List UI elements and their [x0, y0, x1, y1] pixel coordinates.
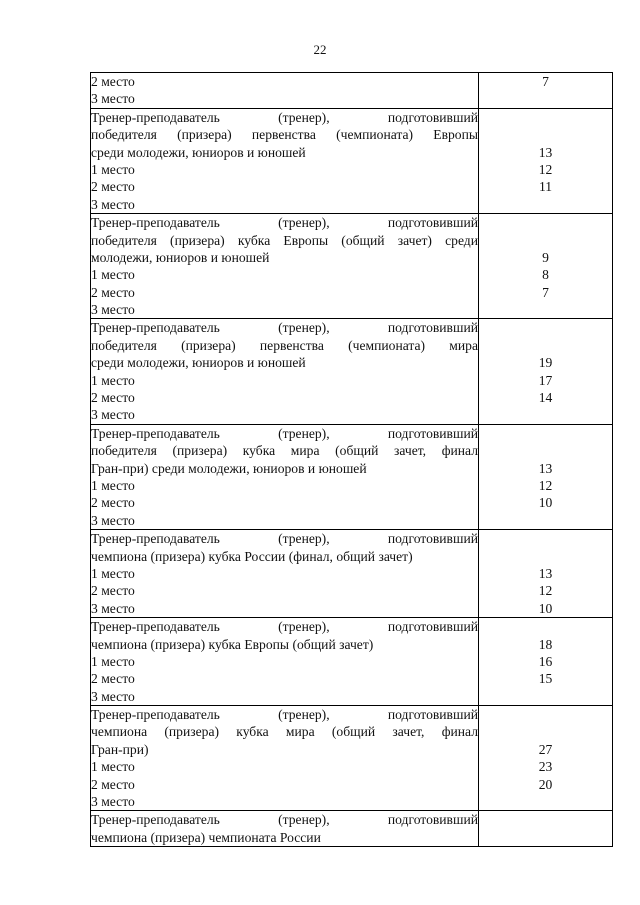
row-value-cell: [479, 319, 613, 424]
row-title-line: Тренер-преподаватель (тренер), подготовивший: [91, 531, 478, 547]
row-value-cell: [479, 618, 613, 706]
row-title-line: чемпиона (призера) кубка Европы (общий зачет): [91, 636, 374, 652]
row-description-cell: [91, 618, 479, 706]
coefficient-value: 8: [542, 267, 549, 283]
row-title-line: чемпиона (призера) чемпионата России: [91, 829, 321, 845]
row-value-cell: [479, 530, 613, 618]
place-label: 2 место: [91, 671, 135, 687]
place-label: 1 место: [91, 653, 135, 669]
row-value-cell: [479, 73, 613, 109]
place-label: 1 место: [91, 161, 135, 177]
coefficient-value: 13: [538, 144, 553, 160]
row-value-cell: [479, 108, 613, 213]
row-description-cell: [91, 706, 479, 811]
row-title-line: Тренер-преподаватель (тренер), подготовивший: [91, 707, 478, 723]
place-label: 2 место: [91, 776, 135, 792]
table-row: [91, 424, 613, 529]
place-label: 3 место: [91, 512, 135, 528]
row-title-line: среди молодежи, юниоров и юношей: [91, 355, 306, 371]
row-title-line: Тренер-преподаватель (тренер), подготовивший: [91, 109, 478, 125]
row-description-cell: [91, 530, 479, 618]
coefficient-value: 11: [538, 179, 553, 195]
place-label: 3 место: [91, 196, 135, 212]
table-body: [91, 73, 613, 847]
coefficient-value: 13: [538, 460, 553, 476]
row-title-line: Тренер-преподаватель (тренер), подготовивший: [91, 320, 478, 336]
row-description-cell: [91, 811, 479, 847]
place-label: 2 место: [91, 74, 135, 89]
table-row: [91, 618, 613, 706]
row-title-line: победителя (призера) первенства (чемпионата) мира: [91, 337, 478, 353]
place-label: 3 место: [91, 688, 135, 704]
place-label: 1 место: [91, 267, 135, 283]
coefficient-value: 10: [538, 495, 553, 511]
coefficient-value: 10: [538, 600, 553, 616]
place-label: 1 место: [91, 759, 135, 775]
coefficient-value: 7: [542, 74, 549, 89]
table-row: [91, 530, 613, 618]
place-label: 3 место: [91, 407, 135, 423]
place-label: 3 место: [91, 794, 135, 810]
coefficient-value: 15: [538, 671, 553, 687]
row-title-line: чемпиона (призера) кубка России (финал, общий зачет): [91, 548, 413, 564]
table-row: [91, 108, 613, 213]
row-title-line: молодежи, юниоров и юношей: [91, 249, 270, 265]
table-row: [91, 214, 613, 319]
row-value-cell: [479, 706, 613, 811]
row-title-line: победителя (призера) первенства (чемпионата) Европы: [91, 127, 478, 143]
row-title-line: Гран-при) среди молодежи, юниоров и юношей: [91, 460, 367, 476]
page-number: 22: [313, 42, 327, 57]
table-row: [91, 811, 613, 847]
row-value-cell: [479, 811, 613, 847]
coefficient-value: 7: [542, 284, 549, 300]
place-label: 2 место: [91, 495, 135, 511]
place-label: 2 место: [91, 179, 135, 195]
row-description-cell: [91, 319, 479, 424]
coefficient-value: 9: [542, 249, 549, 265]
table-row: [91, 73, 613, 109]
row-title-line: Тренер-преподаватель (тренер), подготовивший: [91, 425, 478, 441]
row-title-line: среди молодежи, юниоров и юношей: [91, 144, 306, 160]
row-description-cell: [91, 214, 479, 319]
coefficient-value: 14: [538, 390, 553, 406]
row-description-cell: [91, 424, 479, 529]
coefficient-value: 17: [538, 372, 553, 388]
coefficient-value: 12: [538, 161, 553, 177]
coefficient-value: 13: [538, 565, 553, 581]
coefficient-value: 20: [538, 776, 553, 792]
place-label: 3 место: [91, 302, 135, 318]
coefficient-value: 12: [538, 477, 553, 493]
table-row: [91, 706, 613, 811]
place-label: 2 место: [91, 390, 135, 406]
row-title-line: победителя (призера) кубка Европы (общий зачет) среди: [91, 232, 478, 248]
row-description-cell: [91, 108, 479, 213]
place-label: 1 место: [91, 477, 135, 493]
row-title-line: чемпиона (призера) кубка мира (общий зачет, финал: [91, 724, 478, 740]
place-label: 3 место: [91, 91, 135, 107]
place-label: 1 место: [91, 372, 135, 388]
coefficient-value: 23: [538, 759, 553, 775]
row-value-cell: [479, 424, 613, 529]
coefficient-value: 12: [538, 583, 553, 599]
coefficient-value: 16: [538, 653, 553, 669]
row-title-line: Тренер-преподаватель (тренер), подготовивший: [91, 812, 478, 828]
table-row: [91, 319, 613, 424]
place-label: 3 место: [91, 600, 135, 616]
row-title-line: Тренер-преподаватель (тренер), подготовивший: [91, 619, 478, 635]
place-label: 1 место: [91, 565, 135, 581]
coefficient-value: 27: [538, 741, 553, 757]
row-title-line: победителя (призера) кубка мира (общий зачет, финал: [91, 443, 478, 459]
place-label: 2 место: [91, 284, 135, 300]
coefficients-table: [90, 72, 613, 847]
coefficient-value: 18: [538, 636, 553, 652]
row-value-cell: [479, 214, 613, 319]
row-title-line: Гран-при): [91, 741, 149, 757]
place-label: 2 место: [91, 583, 135, 599]
coefficient-value: 19: [538, 355, 553, 371]
row-title-line: Тренер-преподаватель (тренер), подготовивший: [91, 215, 478, 231]
row-description-cell: [91, 73, 479, 109]
